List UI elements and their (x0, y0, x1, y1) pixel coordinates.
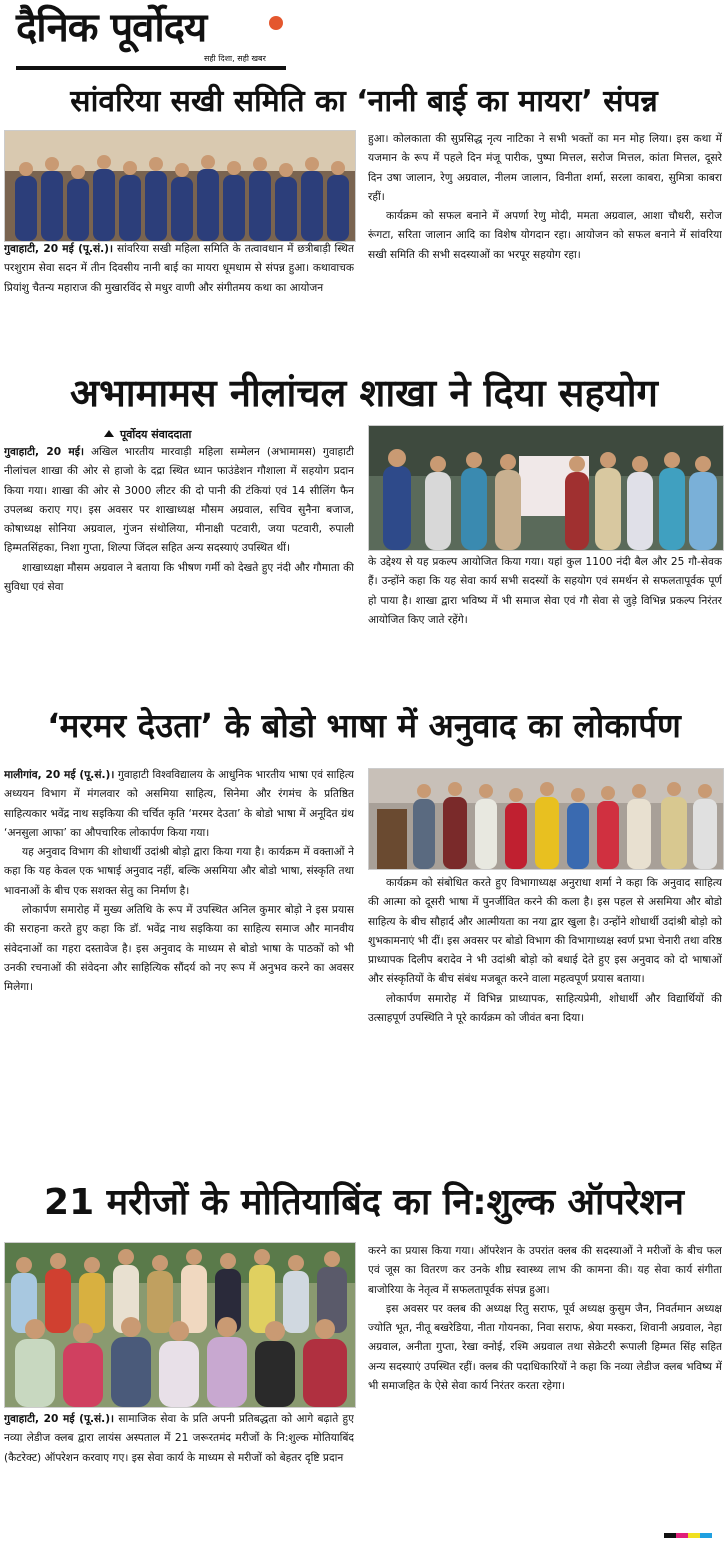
article-2-left-paragraph-1: अखिल भारतीय मारवाड़ी महिला सम्मेलन (अभामामस) गुवाहाटी नीलांचल शाखा की ओर से हाजो के दद्रा स्थित ध्यान फाउंडेशन गौशाला में सहयोग प्रदान किया गया। शाखा की ओर से 3000 लीटर की दो पानी की टंकियां एवं 14 सीलिंग फैन उपलब्ध कराए गए। इस अवसर पर शाखाध्यक्ष मौसम अग्रवाल, सचिव सुनैना बजाज, कोषाध्यक्ष सोनिया अग्रवाल, गुंजन संथोलिया, मीनाक्षी पटवारी, जया पटवारी, रुपाली हिम्मतसिंहका, निशा गुप्ता, शिल्पा जिंदल सहित अन्य सदस्याएं उपस्थित थीं। (4, 446, 354, 555)
registration-mark (676, 1533, 688, 1538)
newspaper-tagline: सही दिशा, सही खबर (204, 54, 266, 63)
article-4-dateline: गुवाहाटी, 20 मई (पू.सं.)। (4, 1413, 115, 1425)
article-4-left-text: सामाजिक सेवा के प्रति अपनी प्रतिबद्धता को आगे बढ़ाते हुए नव्या लेडीज क्लब द्वारा लायंस अस्पताल में 21 जरूरतमंद मरीजों के नि:शुल्क मोतियाबिंद (कैटरेक्ट) ऑपरेशन करवाए गए। इस सेवा कार्य के माध्यम से मरीजों को बेहतर दृष्टि प्रदान (4, 1413, 354, 1464)
article-3-right-column (368, 874, 722, 1168)
article-2-left-column (4, 443, 354, 691)
article-3-left-column (4, 766, 354, 1168)
article-3-left-paragraph-2: यह अनुवाद विभाग की शोधार्थी उदांश्री बोड़ो द्वारा किया गया है। कार्यक्रम में वक्ताओं ने कहा कि यह केवल एक भाषाई अनुवाद नहीं, बल्कि असमिया और बोडो भाषा, संस्कृति तथा भावनाओं के बीच एक सशक्त सेतु का निर्माण है। (4, 846, 354, 897)
article-2-dateline: गुवाहाटी, 20 मई। (4, 446, 84, 458)
article-3-left-paragraph-3: लोकार्पण समारोह में मुख्य अतिथि के रूप में उपस्थित अनिल कुमार बोड़ो ने इस प्रयास की सराहना करते हुए कहा कि डॉ. भवेंद्र नाथ सइकिया का साहित्य समाज और मानवीय संवेदनाओं का गहरा दस्तावेज है। इस अनुवाद के माध्यम से बोडो भाषा के पाठकों को भी उनकी रचनाओं की संवेदना और साहित्यिक सौंदर्य को नए रूप में अनुभव करने का अवसर मिलेगा। (4, 904, 354, 994)
article-1-headline: सांवरिया सखी समिति का ‘नानी बाई का मायरा’ संपन्न (70, 84, 658, 119)
article-3-left-paragraph-1: गुवाहाटी विश्वविद्यालय के आधुनिक भारतीय भाषा एवं साहित्य अध्ययन विभाग में मंगलवार को असमिया साहित्य, सिनेमा और रंगमंच के प्रतिष्ठित साहित्यकार भवेंद्र नाथ सइकिया की चर्चित कृति ‘मरमर देउता’ के बोडो भाषा में अनूदित ग्रंथ ‘अनसुला आफा’ का औपचारिक लोकार्पण किया गया। (4, 769, 354, 839)
article-1-right-paragraph-2: कार्यक्रम को सफल बनाने में अपर्णा रेणु मोदी, ममता अग्रवाल, आशा चौधरी, सरोज रूंगटा, सरिता जालान आदि का विशेष योगदान रहा। आयोजन को सफल बनाने में सांवरिया सखी समिति की सभी सदस्याओं का भरपूर सहयोग रहा। (368, 210, 722, 261)
article-3-right-paragraph-2: लोकार्पण समारोह में विभिन्न प्राध्यापक, साहित्यप्रेमी, शोधार्थी और विद्यार्थियों की उत्साहपूर्ण उपस्थिति ने पूरे कार्यक्रम को जीवंत बना दिया। (368, 992, 722, 1025)
article-1-dateline: गुवाहाटी, 20 मई (पू.सं.)। (4, 243, 114, 255)
article-2-headline: अभामामस नीलांचल शाखा ने दिया सहयोग (70, 371, 658, 415)
triangle-icon (104, 430, 114, 437)
article-2-right-text: के उद्देश्य से यह प्रकल्प आयोजित किया गया। यहां कुल 1100 नंदी बैल और 25 गौ-सेवक हैं। उन्होंने कहा कि यह सेवा कार्य सभी सदस्यों के सहयोग एवं समर्थन से सफलतापूर्वक पूर्ण हो पाया है। शाखा द्वारा भविष्य में भी समाज सेवा एवं गौ सेवा से जुड़े विभिन्न प्रकल्प निरंतर आयोजित किए जाते रहेंगे। (368, 556, 722, 626)
masthead (8, 4, 308, 72)
article-2-right-column (368, 553, 722, 691)
article-1-left-column (4, 240, 354, 358)
article-4-right-paragraph-2: इस अवसर पर क्लब की अध्यक्ष रितु सराफ, पूर्व अध्यक्ष कुसुम जैन, निवर्तमान अध्यक्ष ज्योति भूत, नीतू बखरेडिया, नीता गोयनका, निवा सराफ, श्रेया मस्करा, शिवानी अग्रवाल, नेहा अग्रवाल, अनीता गुप्ता, रेखा क्नोई, रश्मि अग्रवाल तथा सेक्रेटरी रूपाली हिम्मत सिंह सहित अन्य सदस्याएं उपस्थित रहीं। क्लब की पदाधिकारियों ने कहा कि नव्या लेडीज क्लब भविष्य में भी समाजहित के ऐसे सेवा कार्य निरंतर करता रहेगा। (368, 1302, 722, 1393)
article-2-photo (368, 425, 724, 551)
article-2-left-paragraph-2: शाखाध्यक्षा मौसम अग्रवाल ने बताया कि भीषण गर्मी को देखते हुए नंदी और गौमाता की सुविधा एवं सेवा (4, 561, 354, 594)
group-photo-icon (5, 131, 355, 241)
group-photo-icon (369, 426, 723, 550)
registration-mark (664, 1533, 676, 1538)
article-1-left-text: सांवरिया सखी महिला समिति के तत्वावधान में छत्रीबाड़ी स्थित परशुराम सेवा सदन में तीन दिवसीय नानी बाई का मायरा धूमधाम से संपन्न हुआ। कथावाचक प्रियांशु चैतन्य महाराज की मुखारविंद से मधुर वाणी और संगीतमय कथा का आयोजन (4, 243, 354, 294)
article-3-headline: ‘मरमर देउता’ के बोडो भाषा में अनुवाद का लोकार्पण (47, 706, 681, 745)
article-4-headline: 21 मरीजों के मोतियाबिंद का नि:शुल्क ऑपरेशन (44, 1182, 684, 1223)
article-2-byline: पूर्वोदय संवाददाता (104, 427, 191, 442)
article-1-photo (4, 130, 356, 242)
group-photo-icon (5, 1243, 355, 1407)
article-1-right-column (368, 130, 722, 358)
article-1-right-paragraph-1: हुआ। कोलकाता की सुप्रसिद्ध नृत्य नाटिका ने सभी भक्तों का मन मोह लिया। इस कथा में यजमान के रूप में पहले दिन मंजू पारीक, पुष्पा मित्तल, सरोज मित्तल, कांता मित्तल, दूसरे दिन उषा जालान, रेणु अग्रवाल, नीलम जालान, विनीता शर्मा, सरला काबरा, सुमित्रा काबरा रहीं। (368, 133, 722, 203)
article-4-photo (4, 1242, 356, 1408)
registration-mark (700, 1533, 712, 1538)
article-3-right-paragraph-1: कार्यक्रम को संबोधित करते हुए विभागाध्यक्ष अनुराधा शर्मा ने कहा कि अनुवाद साहित्य की आत्मा को दूसरी भाषा में पुनर्जीवित करने की कला है। इस पहल से असमिया और बोडो साहित्य के बीच सौहार्द और आत्मीयता का नया द्वार खुला है। उन्होंने शोधार्थी उदांश्री बोड़ो को शुभकामनाएं भी दीं। इस अवसर पर बोडो विभाग की विभागाध्यक्ष स्वर्ण प्रभा चेनारी तथा वरिष्ठ प्राध्यापक दिलीप बरादेव ने भी उदांश्री बोड़ो को बधाई देते हुए इस अनुवाद को दो भाषाओं और संस्कृतियों के बीच संबंध मजबूत करने वाला महत्वपूर्ण प्रयास बताया। (368, 877, 722, 986)
article-4-right-paragraph-1: करने का प्रयास किया गया। ऑपरेशन के उपरांत क्लब की सदस्याओं ने मरीजों के बीच फल एवं जूस का वितरण कर उनके शीघ्र स्वास्थ्य लाभ की कामना की। यह सेवा कार्य संगीता बाजोरिया के नेतृत्व में सफलतापूर्वक संपन्न हुआ। (368, 1245, 722, 1296)
article-4-right-column (368, 1242, 722, 1528)
logo-dot-icon (269, 16, 283, 30)
registration-mark (688, 1533, 700, 1538)
masthead-rule (16, 66, 286, 70)
newspaper-title: दैनिक पूर्वोदय (16, 5, 207, 51)
article-3-dateline: मालीगांव, 20 मई (पू.सं.)। (4, 769, 115, 781)
book-launch-photo-icon (369, 769, 723, 869)
article-3-photo (368, 768, 724, 870)
article-4-left-column (4, 1410, 354, 1528)
